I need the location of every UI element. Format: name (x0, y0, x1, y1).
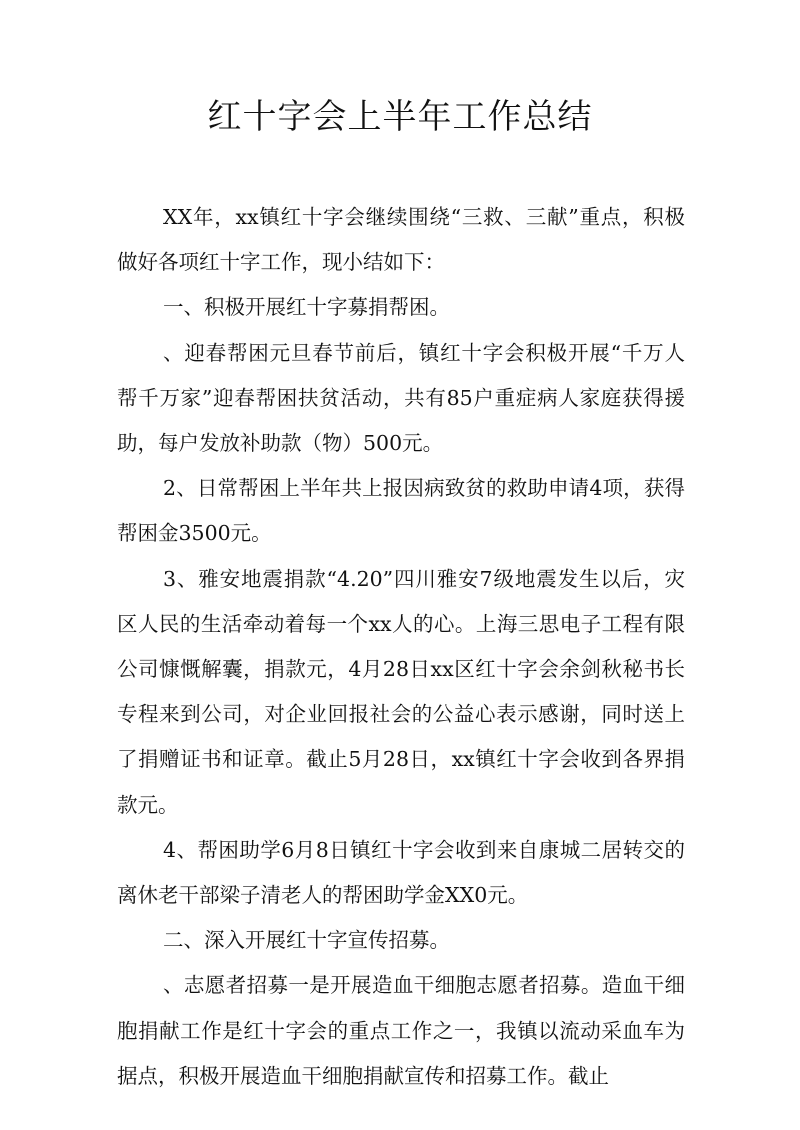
document-title: 红十字会上半年工作总结 (207, 97, 593, 137)
paragraph-daily-aid: 2、日常帮困上半年共上报因病致贫的救助申请4项，获得帮困金3500元。 (117, 476, 685, 546)
paragraph-volunteer-recruitment: 、志愿者招募一是开展造血干细胞志愿者招募。造血干细胞捐献工作是红十字会的重点工作之一，我镇以流动采血车为据点，积极开展造血干细胞捐献宣传和招募工作。截止 (117, 973, 685, 1088)
section-heading-1: 一、积极开展红十字募捐帮困。 (163, 295, 450, 320)
document-body (117, 195, 685, 1099)
paragraph-spring-aid: 、迎春帮困元旦春节前后，镇红十字会积极开展“千万人帮千万家”迎春帮困扶贫活动，共有85户重症病人家庭获得援助，每户发放补助款（物）500元。 (117, 340, 685, 456)
section-heading-2: 二、深入开展红十字宣传招募。 (163, 928, 450, 953)
paragraph-earthquake-donation: 3、雅安地震捐款“4.20”四川雅安7级地震发生以后，灾区人民的生活牵动着每一个xx人的心。上海三思电子工程有限公司慷慨解囊，捐款元，4月28日xx区红十字会余剑秋秘书长专程来到公司，对企业回报社会的公益心表示感谢，同时送上了捐赠证书和证章。截止5月28日，xx镇红十字会收到各界捐款元。 (117, 566, 685, 817)
paragraph-intro: XX年，xx镇红十字会继续围绕“三救、三献”重点，积极做好各项红十字工作，现小结如下： (117, 205, 685, 275)
paragraph-education-aid: 4、帮困助学6月8日镇红十字会收到来自康城二居转交的离休老干部梁子清老人的帮困助学金XX0元。 (117, 837, 685, 908)
